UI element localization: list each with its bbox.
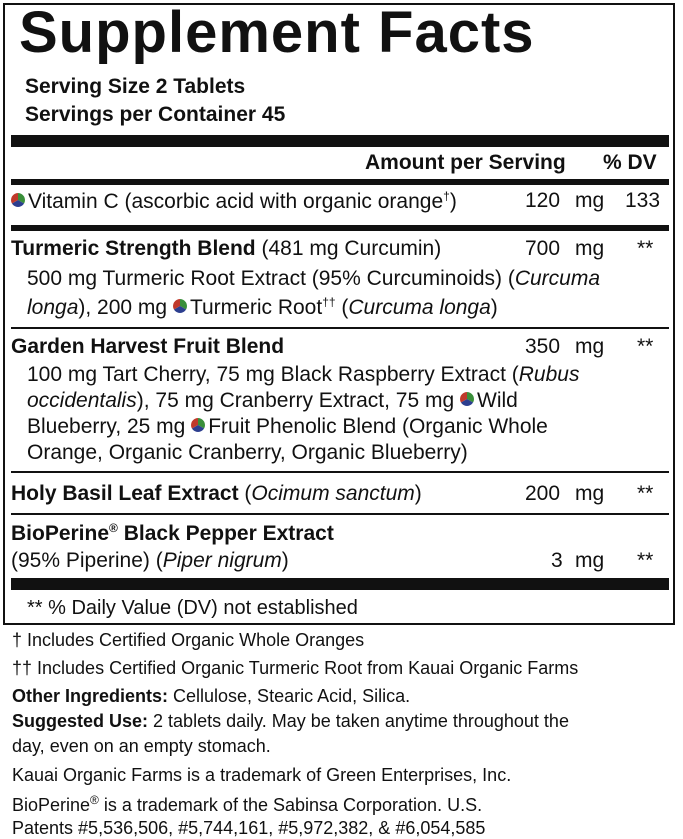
divider-thin: [11, 471, 669, 473]
basil-unit: mg: [575, 482, 605, 505]
supplement-facts-panel: [3, 0, 675, 625]
bioperine-unit: mg: [575, 549, 605, 572]
turmeric-detail-line2: longa), 200 mg Turmeric Root†† (Curcuma longa): [27, 295, 498, 319]
divider-thick: [11, 578, 669, 590]
turmeric-detail-line1: 500 mg Turmeric Root Extract (95% Curcuminoids) (Curcuma: [27, 267, 601, 290]
bioperine-amount: 3: [551, 549, 563, 572]
organic-icon: [191, 418, 205, 432]
patents: Patents #5,536,506, #5,744,161, #5,972,382, & #6,054,585: [12, 818, 486, 838]
garden-detail-line1: 100 mg Tart Cherry, 75 mg Black Raspberry Extract (Rubus: [27, 363, 580, 386]
garden-dv: **: [637, 335, 654, 358]
turmeric-title: Turmeric Strength Blend (481 mg Curcumin): [11, 237, 442, 260]
other-ingredients: Other Ingredients: Cellulose, Stearic Acid, Silica.: [12, 686, 411, 706]
garden-amount: 350: [525, 335, 561, 358]
bioperine-detail: (95% Piperine) (Piper nigrum): [11, 549, 289, 572]
trademark-bioperine: BioPerine® is a trademark of the Sabinsa Corporation. U.S.: [12, 793, 483, 815]
serving-size: Serving Size 2 Tablets: [25, 75, 246, 98]
vitamin-c-unit: mg: [575, 189, 605, 212]
bioperine-title: BioPerine® Black Pepper Extract: [11, 521, 334, 545]
footnote-organic-turmeric: †† Includes Certified Organic Turmeric Root from Kauai Organic Farms: [12, 658, 579, 678]
garden-unit: mg: [575, 335, 605, 358]
turmeric-amount: 700: [525, 237, 561, 260]
garden-title: Garden Harvest Fruit Blend: [11, 335, 285, 358]
divider-thin: [11, 513, 669, 515]
divider-medium: [11, 179, 669, 185]
basil-dv: **: [637, 482, 654, 505]
suggested-use: Suggested Use: 2 tablets daily. May be taken anytime throughout the: [12, 711, 569, 731]
turmeric-unit: mg: [575, 237, 605, 260]
basil-title: Holy Basil Leaf Extract (Ocimum sanctum): [11, 482, 422, 505]
trademark-kauai: Kauai Organic Farms is a trademark of Green Enterprises, Inc.: [12, 765, 512, 785]
divider-thin: [11, 327, 669, 329]
garden-detail-line2: occidentalis), 75 mg Cranberry Extract, 75 mg Wild: [27, 389, 518, 412]
panel-title: Supplement Facts: [19, 0, 535, 65]
garden-detail-line4: Orange, Organic Cranberry, Organic Blueberry): [27, 441, 468, 464]
dv-footnote: ** % Daily Value (DV) not established: [27, 597, 358, 619]
bioperine-dv: **: [637, 549, 654, 572]
divider-medium: [11, 225, 669, 231]
garden-detail-line3: Blueberry, 25 mg Fruit Phenolic Blend (Organic Whole: [27, 415, 548, 438]
suggested-use-cont: day, even on an empty stomach.: [12, 736, 271, 756]
organic-icon: [11, 193, 25, 207]
organic-icon: [460, 392, 474, 406]
organic-icon: [173, 299, 187, 313]
servings-per-container: Servings per Container 45: [25, 103, 286, 126]
turmeric-dv: **: [637, 237, 654, 260]
amount-header: Amount per Serving: [365, 151, 566, 174]
vitamin-c-label: Vitamin C (ascorbic acid with organic orange†): [11, 189, 457, 214]
basil-amount: 200: [525, 482, 561, 505]
dv-header: % DV: [603, 151, 657, 174]
divider-thick: [11, 135, 669, 147]
vitamin-c-amount: 120: [525, 189, 561, 212]
vitamin-c-dv: 133: [625, 189, 661, 212]
footnote-organic-oranges: † Includes Certified Organic Whole Oranges: [12, 630, 365, 650]
